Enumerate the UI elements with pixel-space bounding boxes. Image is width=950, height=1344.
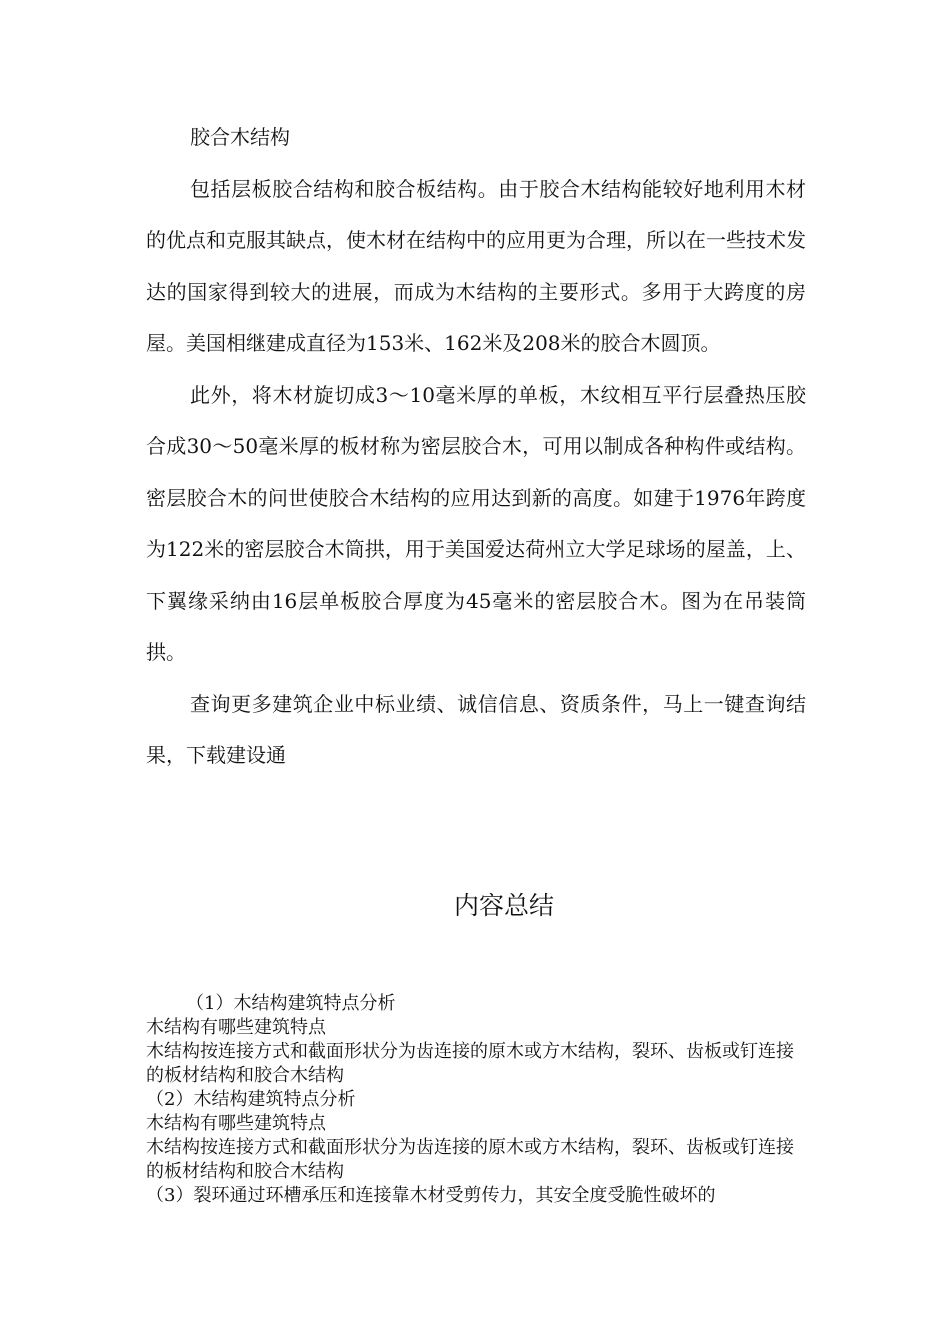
article-body [146,112,806,782]
summary-line: 木结构按连接方式和截面形状分为齿连接的原木或方木结构，裂环、齿板或钉连接的板材结构和胶合木结构 [146,1041,794,1086]
summary-line: （1）木结构建筑特点分析 [186,993,396,1014]
article-paragraph-1: 包括层板胶合结构和胶合板结构。由于胶合木结构能较好地利用木材的优点和克服其缺点，使木材在结构中的应用更为合理，所以在一些技术发达的国家得到较大的进展，而成为木结构的主要形式。多用于大跨度的房屋。美国相继建成直径为153米、162米及208米的胶合木圆顶。 [146,176,806,355]
summary-line: 木结构有哪些建筑特点 [146,1113,326,1134]
summary-line: （3）裂环通过环槽承压和连接靠木材受剪传力，其安全度受脆性破坏的 [146,1185,716,1206]
article-heading: 胶合木结构 [190,125,290,149]
summary-title: 内容总结 [453,891,554,920]
article-paragraph-2: 此外，将木材旋切成3～10毫米厚的单板，木纹相互平行层叠热压胶合成30～50毫米厚的板材称为密层胶合木，可用以制成各种构件或结构。密层胶合木的问世使胶合木结构的应用达到新的高度。如建于1976年跨度为122米的密层胶合木筒拱，用于美国爱达荷州立大学足球场的屋盖，上、下翼缘采纳由16层单板胶合厚度为45毫米的密层胶合木。图为在吊装筒拱。 [146,382,806,664]
summary-line: 木结构按连接方式和截面形状分为齿连接的原木或方木结构，裂环、齿板或钉连接的板材结构和胶合木结构 [146,1137,794,1182]
article-paragraph-3: 查询更多建筑企业中标业绩、诚信信息、资质条件，马上一键查询结果，下载建设通 [146,691,806,767]
summary-list [146,992,806,1208]
summary-line: （2）木结构建筑特点分析 [146,1089,356,1110]
summary-line: 木结构有哪些建筑特点 [146,1017,326,1038]
